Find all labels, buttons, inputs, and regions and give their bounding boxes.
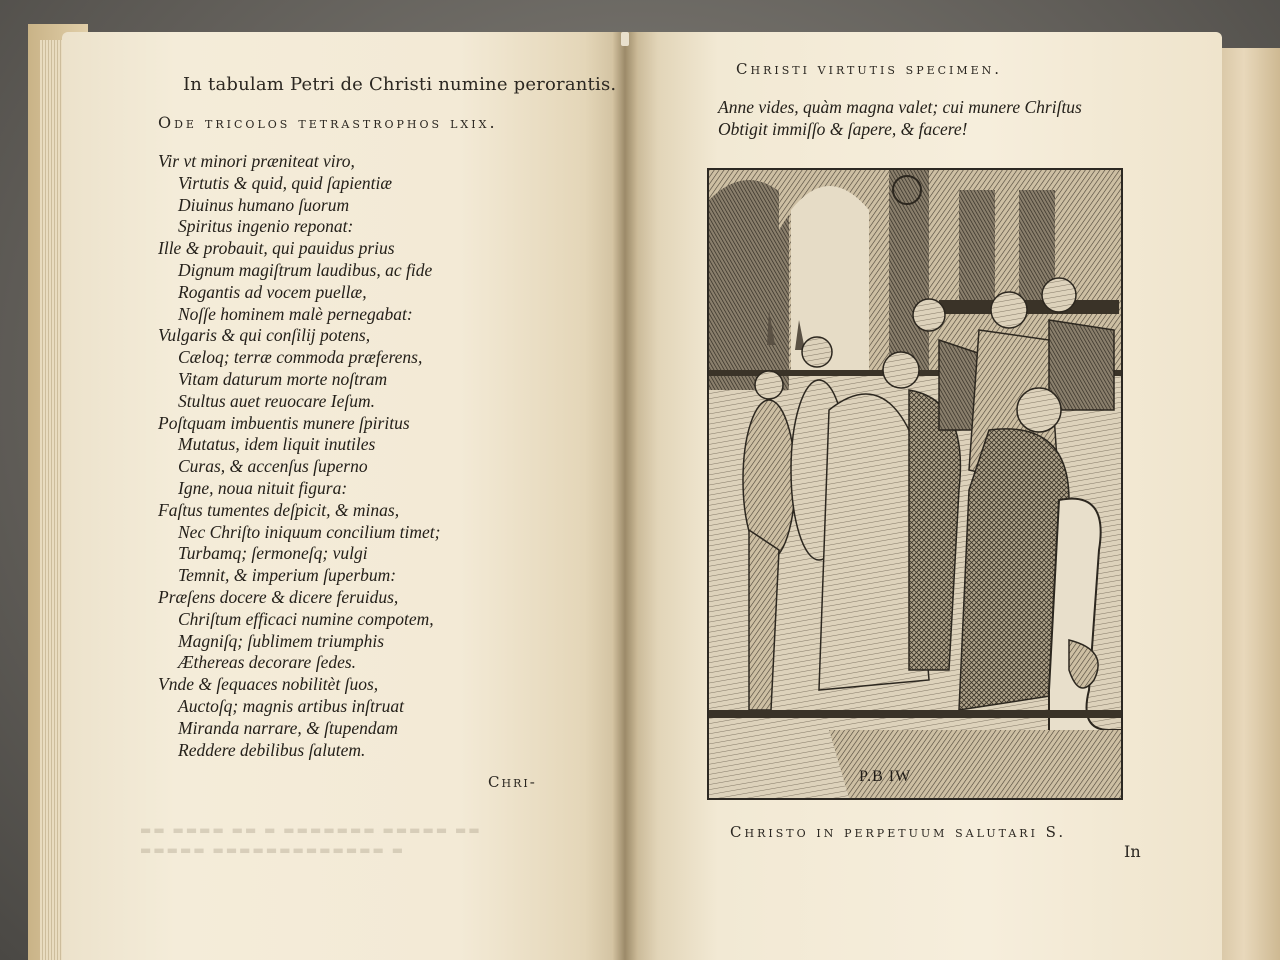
poem-line: Miranda narrare, & ſtupendam — [178, 717, 399, 738]
poem-line: Faſtus tumentes deſpicit, & minas, — [158, 499, 400, 520]
poem-line: Poſtquam imbuentis munere ſpiritus — [158, 412, 410, 433]
poem-line: Vitam daturum morte noſtram — [178, 368, 388, 389]
poem-line: Diuinus humano ſuorum — [178, 194, 350, 215]
poem-line: Cæloq; terræ commoda præferens, — [178, 347, 423, 368]
poem-line: Mutatus, idem liquit inutiles — [178, 434, 376, 455]
poem-line: Vnde & ſequaces nobilitèt ſuos, — [158, 674, 379, 695]
right-running-head: Christi virtutis specimen. — [736, 60, 1003, 78]
show-through-text: ▬▬ ▬▬▬▬ ▬▬ ▬ ▬▬▬▬▬▬▬ ▬▬▬▬▬ ▬▬ ▬▬▬▬▬ ▬▬▬▬▬▬▬▬▬▬▬▬▬ ▬ — [140, 823, 482, 857]
book-gutter — [612, 32, 638, 960]
poem-line: Igne, noua nituit figura: — [178, 477, 348, 498]
poem-line: Reddere debilibus ſalutem. — [178, 739, 366, 760]
poem-line: Auctoſq; magnis artibus inſtruat — [178, 695, 405, 716]
poem-line: Virtutis & quid, quid ſapientiæ — [178, 172, 393, 193]
poem-line: Dignum magiſtrum laudibus, ac fide — [178, 259, 433, 280]
motto-line: Obtigit immiſſo & ſapere, & facere! — [718, 119, 968, 139]
right-footer: Christo in perpetuum salutari S. — [730, 823, 1067, 841]
poem — [158, 151, 588, 761]
left-catchword: Chri- — [488, 773, 537, 791]
engraving — [707, 168, 1123, 800]
book-cover-right — [1218, 48, 1280, 960]
right-catchword: In — [1124, 842, 1141, 861]
engraving-illustration — [709, 170, 1121, 798]
poem-line: Magniſq; ſublimem triumphis — [178, 630, 385, 651]
poem-line: Vulgaris & qui conſilij potens, — [158, 325, 371, 346]
motto — [718, 96, 1138, 140]
poem-line: Æthereas decorare ſedes. — [178, 652, 357, 673]
poem-line: Ille & probauit, qui pauidus prius — [158, 238, 395, 259]
poem-line: Turbamq; ſermoneſq; vulgi — [178, 543, 368, 564]
poem-line: Spiritus ingenio reponat: — [178, 216, 354, 237]
poem-line: Temnit, & imperium ſuperbum: — [178, 565, 397, 586]
poem-line: Chriſtum efficaci numine compotem, — [178, 608, 434, 629]
poem-line: Curas, & accenſus ſuperno — [178, 456, 368, 477]
poem-line: Noſſe hominem malè pernegabat: — [178, 303, 413, 324]
poem-line: Nec Chriſto iniquum concilium timet; — [178, 521, 441, 542]
engraving-monogram: P.B IW — [859, 768, 912, 785]
binding-thread — [621, 32, 629, 46]
ode-title: Ode tricolos tetrastrophos lxix. — [158, 113, 498, 132]
poem-line: Rogantis ad vocem puellæ, — [178, 281, 367, 302]
motto-line: Anne vides, quàm magna valet; cui munere Chriſtus — [718, 97, 1082, 117]
poem-line: Stultus auet reuocare Ieſum. — [178, 390, 375, 411]
poem-line: Præſens docere & dicere feruidus, — [158, 586, 399, 607]
left-running-head: In tabulam Petri de Christi numine perorantis. — [183, 74, 617, 95]
poem-line: Vir vt minori præniteat viro, — [158, 151, 355, 171]
